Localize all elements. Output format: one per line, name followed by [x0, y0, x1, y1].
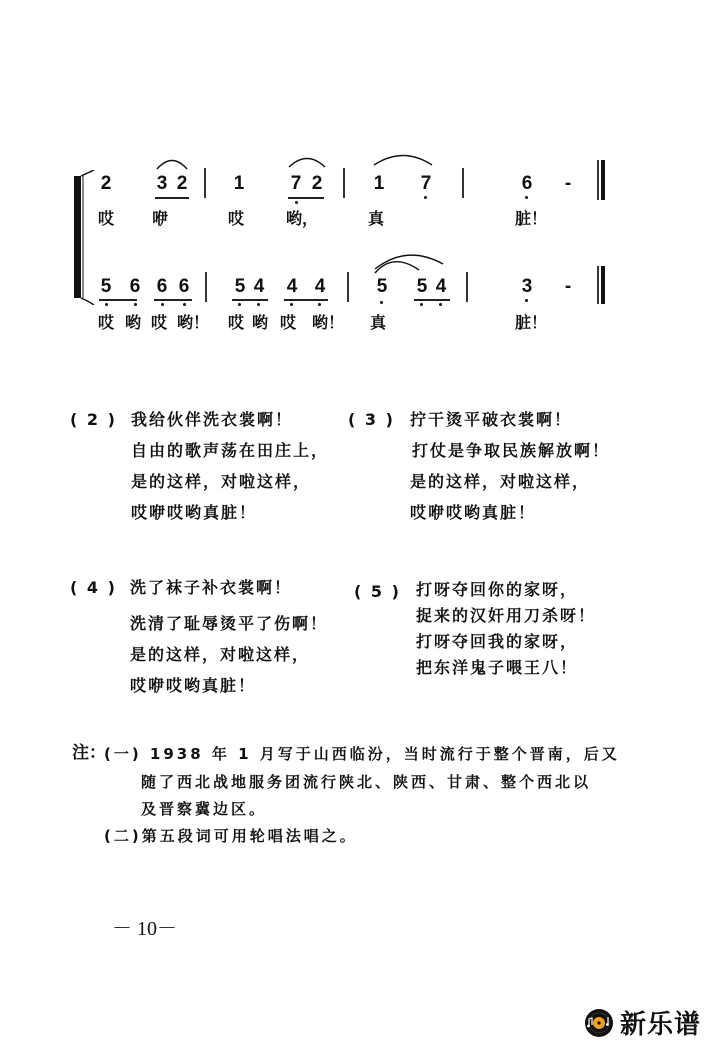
low-octave-dot	[290, 303, 293, 306]
lyric: 真	[368, 209, 385, 228]
note: 7	[420, 173, 432, 194]
lyric: 哟！	[312, 313, 345, 332]
verse-line: 打仗是争取民族解放啊！	[412, 441, 611, 460]
note: 2	[311, 173, 323, 194]
verse-line: 哎咿哎哟真脏！	[131, 503, 258, 522]
note: 7	[290, 173, 302, 194]
barline	[462, 168, 464, 198]
barline	[466, 272, 468, 302]
note: 3	[521, 276, 533, 297]
vinyl-record-icon	[584, 1008, 614, 1038]
verse-line: 捉来的汉奸用刀杀呀！	[416, 606, 597, 625]
verse-line: 是的这样，对啦这样，	[130, 645, 311, 664]
note: 4	[314, 276, 326, 297]
low-octave-dot	[439, 303, 442, 306]
lyric: 脏！	[515, 313, 548, 332]
barline	[343, 168, 345, 198]
note: 4	[286, 276, 298, 297]
system-bracket	[70, 170, 100, 305]
note-item-1-line-2: 随了西北战地服务团流行陕北、陕西、甘肃、整个西北以	[141, 773, 592, 791]
lyric: 哎	[151, 313, 168, 332]
note: 6	[129, 276, 141, 297]
verse-line: 打呀夺回你的家呀，	[416, 580, 579, 599]
low-octave-dot	[183, 303, 186, 306]
watermark-logo	[584, 1004, 701, 1041]
low-octave-dot	[525, 196, 528, 199]
beam	[284, 299, 328, 301]
verse-line: 洗了袜子补衣裳啊！	[130, 578, 293, 597]
note: 4	[435, 276, 447, 297]
note: 5	[376, 276, 388, 297]
note: 5	[234, 276, 246, 297]
low-octave-dot	[295, 201, 298, 204]
note-item-1-line-3: 及晋察冀边区。	[141, 800, 268, 818]
final-barline-thick	[601, 160, 605, 200]
beam	[232, 299, 268, 301]
dash: -	[564, 276, 572, 297]
low-octave-dot	[318, 303, 321, 306]
low-octave-dot	[525, 299, 528, 302]
beam	[155, 197, 189, 199]
lyric: 哎	[228, 313, 245, 332]
lyric: 哟	[125, 313, 142, 332]
note-item-1-line-1: (一) 1938 年 1 月写于山西临汾，当时流行于整个晋南，后又	[104, 745, 620, 763]
notes-label: 注：	[72, 743, 106, 763]
watermark-text: 新乐谱	[620, 1010, 702, 1040]
verse-number: ( 3 )	[348, 410, 395, 429]
lyric: 哟	[252, 313, 269, 332]
beam	[414, 299, 450, 301]
lyric: 哎	[98, 313, 115, 332]
note-item-2: (二)第五段词可用轮唱法唱之。	[104, 827, 358, 845]
lyric: 哟！	[177, 313, 210, 332]
note: 6	[178, 276, 190, 297]
note: 2	[176, 173, 188, 194]
slur	[288, 154, 326, 168]
lyric: 真	[370, 313, 387, 332]
verse-line: 是的这样，对啦这样，	[131, 472, 312, 491]
verse-line: 拧干烫平破衣裳啊！	[410, 410, 573, 429]
lyric: 哎	[98, 209, 115, 228]
final-barline-thick	[601, 266, 605, 304]
slur	[156, 156, 188, 170]
verse-line: 哎咿哎哟真脏！	[130, 676, 257, 695]
barline	[347, 272, 349, 302]
verse-number: ( 5 )	[354, 582, 401, 601]
barline	[205, 272, 207, 302]
page-number: － 10－	[112, 918, 177, 940]
note: 3	[156, 173, 168, 194]
note: 5	[416, 276, 428, 297]
note: 4	[253, 276, 265, 297]
final-barline-thin	[597, 160, 599, 200]
beam	[154, 299, 192, 301]
dash: -	[564, 173, 572, 194]
verse-line: 把东洋鬼子喂王八！	[416, 658, 579, 677]
final-barline-thin	[597, 266, 599, 304]
note: 6	[521, 173, 533, 194]
beam	[99, 299, 137, 301]
low-octave-dot	[257, 303, 260, 306]
verse-line: 洗清了耻辱烫平了伤啊！	[130, 614, 329, 633]
low-octave-dot	[161, 303, 164, 306]
verse-line: 哎咿哎哟真脏！	[410, 503, 537, 522]
low-octave-dot	[380, 301, 383, 304]
verse-line: 自由的歌声荡在田庄上，	[131, 441, 330, 460]
low-octave-dot	[238, 303, 241, 306]
lyric: 哟，	[286, 209, 319, 228]
note: 5	[100, 276, 112, 297]
lyric: 哎	[280, 313, 297, 332]
beam	[288, 197, 324, 199]
note: 2	[100, 173, 112, 194]
lyric: 脏！	[515, 209, 548, 228]
low-octave-dot	[420, 303, 423, 306]
verse-line: 我给伙伴洗衣裳啊！	[131, 410, 294, 429]
verse-number: ( 4 )	[70, 578, 117, 597]
verse-line: 是的这样，对啦这样，	[410, 472, 591, 491]
note: 1	[233, 173, 245, 194]
low-octave-dot	[134, 303, 137, 306]
slur-outer	[373, 250, 445, 270]
note: 6	[156, 276, 168, 297]
verse-line: 打呀夺回我的家呀，	[416, 632, 579, 651]
lyric: 咿	[152, 209, 169, 228]
verse-number: ( 2 )	[70, 410, 117, 429]
lyric: 哎	[228, 209, 245, 228]
low-octave-dot	[105, 303, 108, 306]
barline	[204, 168, 206, 198]
note: 1	[373, 173, 385, 194]
low-octave-dot	[424, 196, 427, 199]
slur	[373, 152, 433, 166]
